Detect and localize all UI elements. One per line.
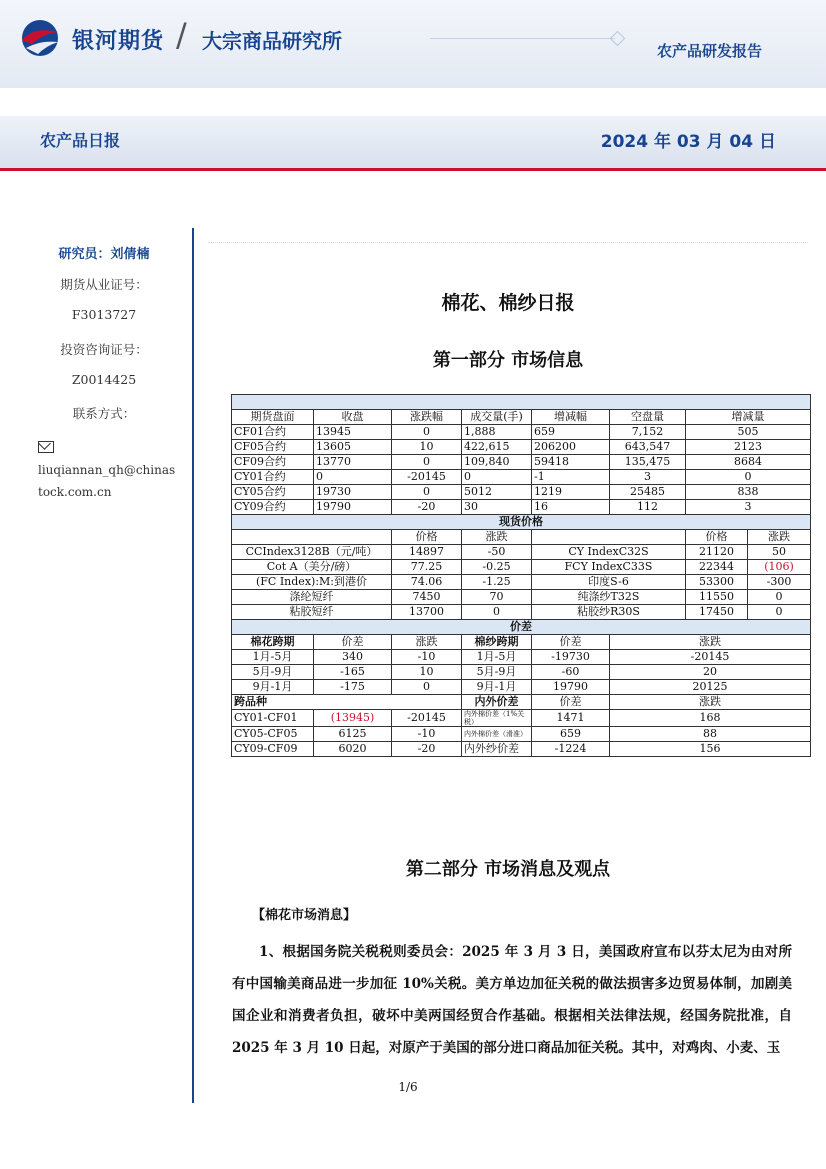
table-cell: 77.25	[392, 560, 462, 575]
table-cell: 13770	[314, 455, 392, 470]
table-cell: 3	[610, 470, 686, 485]
table-cell: 3	[686, 500, 811, 515]
section-header-row	[232, 515, 811, 530]
table-cell: 20125	[610, 680, 811, 695]
researcher-name: 研究员：刘倩楠	[58, 247, 150, 262]
col-header: 涨跌	[462, 530, 532, 545]
table-cell: 5012	[462, 485, 532, 500]
spot-section-title: 现货价格	[232, 515, 811, 530]
table-cell: 659	[532, 727, 610, 742]
table-cell: CY09-CF09	[232, 742, 314, 757]
col-header: 收盘	[314, 410, 392, 425]
table-cell: 505	[686, 425, 811, 440]
table-cell: 22344	[686, 560, 748, 575]
table-cell: 0	[392, 425, 462, 440]
table-cell: CCIndex3128B（元/吨）	[232, 545, 392, 560]
table-cell: 422,615	[462, 440, 532, 455]
report-type: 农产品研发报告	[656, 42, 762, 60]
table-cell: 0	[462, 605, 532, 620]
table-cell: Cot A（美分/磅）	[232, 560, 392, 575]
table-cell: 25485	[610, 485, 686, 500]
cross-header-row	[232, 695, 811, 710]
table-cell: 6125	[314, 727, 392, 742]
futures-header-row	[232, 410, 811, 425]
table-cell: 纯涤纱T32S	[532, 590, 686, 605]
email-part-2[interactable]: tock.com.cn	[38, 485, 112, 499]
decorative-line	[430, 38, 615, 39]
table-cell: CF05合约	[232, 440, 314, 455]
table-cell: 109,840	[462, 455, 532, 470]
table-cell	[232, 530, 392, 545]
report-date: 2024 年 03 月 04 日	[600, 132, 776, 152]
table-cell: 7,152	[610, 425, 686, 440]
table-cell: (13945)	[314, 710, 392, 727]
news-heading: 【棉花市场消息】	[252, 908, 357, 923]
table-cell: -1.25	[462, 575, 532, 590]
col-header: 期货盘面	[232, 410, 314, 425]
divider-slash: /	[176, 16, 187, 54]
table-cell: 10	[392, 665, 462, 680]
table-cell: 0	[748, 605, 811, 620]
consult-number: Z0014425	[71, 372, 137, 387]
table-cell: 5月-9月	[462, 665, 532, 680]
table-cell: -175	[314, 680, 392, 695]
table-cell: 838	[686, 485, 811, 500]
col-header: 空盘量	[610, 410, 686, 425]
table-cell: -165	[314, 665, 392, 680]
table-cell: 5月-9月	[232, 665, 314, 680]
table-row	[232, 575, 811, 590]
table-cell: -1	[532, 470, 610, 485]
table-row	[232, 680, 811, 695]
table-cell: 1471	[532, 710, 610, 727]
table-row	[232, 500, 811, 515]
table-cell: 内外棉价差（1%关税）	[462, 710, 532, 727]
institute-name: 大宗商品研究所	[202, 29, 342, 53]
dotted-rule	[208, 242, 808, 243]
table-cell: 8684	[686, 455, 811, 470]
table-cell: 涤纶短纤	[232, 590, 392, 605]
table-cell: 643,547	[610, 440, 686, 455]
col-header: 价差	[532, 635, 610, 650]
part2-title: 第二部分 市场消息及观点	[405, 859, 611, 880]
table-top-row	[232, 395, 811, 410]
table-row	[232, 590, 811, 605]
table-cell: CY09合约	[232, 500, 314, 515]
table-cell: 19790	[532, 680, 610, 695]
table-cell: 112	[610, 500, 686, 515]
table-cell: 13605	[314, 440, 392, 455]
contact-label: 联系方式：	[72, 406, 136, 421]
table-cell: -20	[392, 500, 462, 515]
table-cell: CF01合约	[232, 425, 314, 440]
email-part-1[interactable]: liuqiannan_qh@chinas	[38, 463, 176, 477]
table-cell: 10	[392, 440, 462, 455]
table-cell: 1,888	[462, 425, 532, 440]
brand-name: 银河期货	[72, 29, 165, 54]
table-cell: 0	[314, 470, 392, 485]
table-cell: 13945	[314, 425, 392, 440]
table-cell: 1月-5月	[462, 650, 532, 665]
page-header	[0, 0, 826, 88]
table-cell: -20145	[392, 470, 462, 485]
table-cell: 19730	[314, 485, 392, 500]
table-cell: 7450	[392, 590, 462, 605]
table-cell: 0	[462, 470, 532, 485]
col-header: 涨跌	[748, 530, 811, 545]
spread-header-row	[232, 635, 811, 650]
col-header: 价格	[392, 530, 462, 545]
license-number: F3013727	[71, 307, 137, 322]
table-cell: 88	[610, 727, 811, 742]
table-row	[232, 710, 811, 727]
news-paragraph: 1、根据国务院关税税则委员会：2025 年 3 月 3 日，美国政府宣布以芬太尼为由对所有中国输美商品进一步加征 10%关税。美方单边加征关税的做法损害多边贸易体制，加剧美国企业和消费者负担，破坏中美两国经贸合作基础。根据相关法律法规，经国务院批准，自 2025 年 3 月 10 日起，对原产于美国的部分进口商品加征关税。其中，对鸡肉、小麦、玉	[232, 944, 792, 1056]
galaxy-logo-icon	[18, 18, 62, 58]
col-header: 涨跌	[392, 635, 462, 650]
page-number: 1/6	[398, 1080, 418, 1094]
table-cell: 30	[462, 500, 532, 515]
col-header: 成交量(手)	[462, 410, 532, 425]
table-cell: 0	[392, 455, 462, 470]
table-cell: 156	[610, 742, 811, 757]
table-cell: 2123	[686, 440, 811, 455]
report-category: 农产品日报	[40, 131, 121, 150]
col-header: 价差	[532, 695, 610, 710]
table-cell: 0	[686, 470, 811, 485]
table-cell: -10	[392, 650, 462, 665]
table-cell: 659	[532, 425, 610, 440]
yarn-spread-label: 棉纱跨期	[462, 635, 532, 650]
table-cell: CY01合约	[232, 470, 314, 485]
table-cell: 19790	[314, 500, 392, 515]
table-cell: -1224	[532, 742, 610, 757]
table-cell: -20145	[610, 650, 811, 665]
table-cell: 13700	[392, 605, 462, 620]
table-cell: 0	[392, 680, 462, 695]
table-cell: 340	[314, 650, 392, 665]
table-cell: 粘胶短纤	[232, 605, 392, 620]
table-cell: FCY IndexC33S	[532, 560, 686, 575]
table-row	[232, 425, 811, 440]
cotton-spread-label: 棉花跨期	[232, 635, 314, 650]
table-row	[232, 605, 811, 620]
sidebar-divider	[192, 228, 194, 1103]
inout-spread-label: 内外价差	[462, 695, 532, 710]
consult-label: 投资咨询证号：	[60, 342, 148, 357]
table-cell: 内外棉价差（滑准）	[462, 727, 532, 742]
table-row	[232, 440, 811, 455]
table-cell: 70	[462, 590, 532, 605]
table-cell: 50	[748, 545, 811, 560]
table-cell: 1219	[532, 485, 610, 500]
table-row	[232, 727, 811, 742]
col-header: 涨跌	[610, 635, 811, 650]
table-cell: 59418	[532, 455, 610, 470]
table-row	[232, 485, 811, 500]
table-cell: 21120	[686, 545, 748, 560]
col-header: 增减量	[686, 410, 811, 425]
col-header: 涨跌幅	[392, 410, 462, 425]
col-header: 价差	[314, 635, 392, 650]
table-cell: 粘胶纱R30S	[532, 605, 686, 620]
decorative-diamond-icon	[610, 31, 626, 47]
table-cell: 168	[610, 710, 811, 727]
table-cell: CY05-CF05	[232, 727, 314, 742]
table-row	[232, 650, 811, 665]
table-cell: 206200	[532, 440, 610, 455]
table-cell: CF09合约	[232, 455, 314, 470]
table-cell: 53300	[686, 575, 748, 590]
table-row	[232, 545, 811, 560]
table-cell: 印度S-6	[532, 575, 686, 590]
table-cell: 9月-1月	[232, 680, 314, 695]
col-header: 价格	[686, 530, 748, 545]
table-cell: -50	[462, 545, 532, 560]
section-header-row	[232, 620, 811, 635]
table-row	[232, 742, 811, 757]
table-cell: 20	[610, 665, 811, 680]
col-header: 涨跌	[610, 695, 811, 710]
table-cell: 0	[392, 485, 462, 500]
table-cell: 16	[532, 500, 610, 515]
table-cell: CY05合约	[232, 485, 314, 500]
table-cell: 17450	[686, 605, 748, 620]
table-cell: -20145	[392, 710, 462, 727]
table-cell: 11550	[686, 590, 748, 605]
table-cell: CY01-CF01	[232, 710, 314, 727]
table-row	[232, 470, 811, 485]
table-cell: -0.25	[462, 560, 532, 575]
mail-icon	[38, 441, 54, 453]
table-cell: 74.06	[392, 575, 462, 590]
table-cell: 内外纱价差	[462, 742, 532, 757]
table-cell	[532, 530, 686, 545]
market-info-table	[231, 394, 811, 757]
cross-variety-label: 跨品种	[232, 695, 462, 710]
contact-email[interactable]	[38, 437, 188, 503]
table-cell: 0	[748, 590, 811, 605]
table-cell: 6020	[314, 742, 392, 757]
title-band-underline	[0, 168, 826, 171]
table-cell: CY IndexC32S	[532, 545, 686, 560]
table-cell: -19730	[532, 650, 610, 665]
table-cell: 1月-5月	[232, 650, 314, 665]
spot-header-row	[232, 530, 811, 545]
table-cell: (106)	[748, 560, 811, 575]
table-row	[232, 665, 811, 680]
table-cell: 135,475	[610, 455, 686, 470]
part1-title: 第一部分 市场信息	[432, 350, 584, 371]
license-label: 期货从业证号：	[60, 277, 148, 292]
spread-section-title: 价差	[232, 620, 811, 635]
table-row	[232, 455, 811, 470]
table-cell: (FC Index):M:到港价	[232, 575, 392, 590]
table-cell: 9月-1月	[462, 680, 532, 695]
table-row	[232, 560, 811, 575]
col-header: 增减幅	[532, 410, 610, 425]
table-cell: -20	[392, 742, 462, 757]
table-cell: -300	[748, 575, 811, 590]
table-cell: 14897	[392, 545, 462, 560]
report-title: 棉花、棉纱日报	[441, 292, 575, 314]
table-cell: -60	[532, 665, 610, 680]
table-cell: -10	[392, 727, 462, 742]
